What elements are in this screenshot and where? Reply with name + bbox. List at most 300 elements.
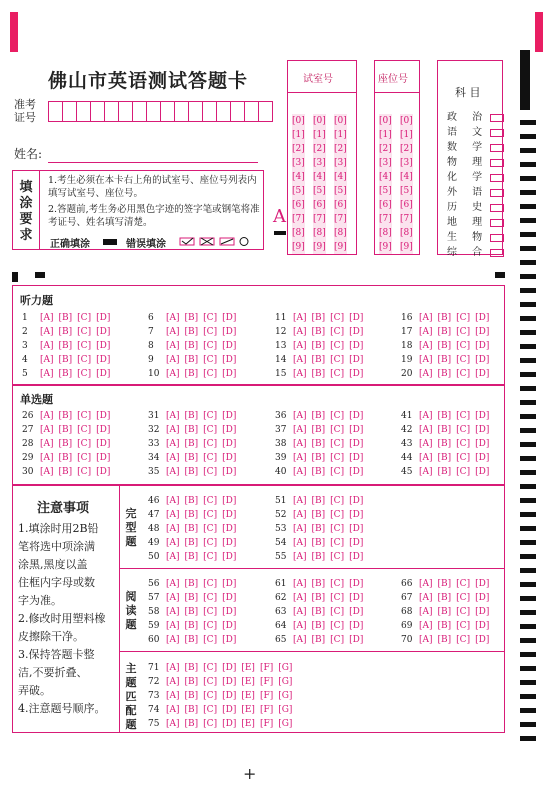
option-bubble[interactable]: [C] — [330, 425, 345, 435]
question-row[interactable] — [275, 550, 368, 564]
question-row[interactable] — [148, 619, 241, 633]
option-bubble[interactable]: [B] — [437, 467, 452, 477]
digit-bubble[interactable]: [2] — [292, 144, 305, 154]
digit-bubble[interactable]: [4] — [313, 172, 326, 182]
digit-bubble[interactable]: [1] — [400, 130, 413, 140]
option-bubble[interactable]: [A] — [40, 313, 54, 323]
option-bubble[interactable]: [B] — [184, 552, 199, 562]
option-bubble[interactable]: [D] — [475, 635, 490, 645]
question-row[interactable] — [275, 311, 368, 325]
option-bubble[interactable]: [D] — [222, 313, 237, 323]
option-bubble[interactable]: [B] — [437, 341, 452, 351]
question-row[interactable] — [22, 339, 115, 353]
option-bubble[interactable]: [B] — [184, 467, 199, 477]
question-row[interactable] — [275, 536, 368, 550]
option-bubble[interactable]: [A] — [40, 411, 54, 421]
digit-bubble[interactable]: [6] — [313, 200, 326, 210]
option-bubble[interactable]: [C] — [203, 579, 218, 589]
option-bubble[interactable]: [B] — [311, 621, 326, 631]
digit-bubble[interactable]: [3] — [400, 158, 413, 168]
question-row[interactable] — [275, 605, 368, 619]
option-bubble[interactable]: [C] — [330, 607, 345, 617]
option-bubble[interactable]: [G] — [278, 677, 293, 687]
option-bubble[interactable]: [D] — [222, 719, 237, 729]
option-bubble[interactable]: [C] — [203, 425, 218, 435]
option-bubble[interactable]: [E] — [241, 719, 255, 729]
option-bubble[interactable]: [D] — [475, 467, 490, 477]
digit-bubble[interactable]: [9] — [313, 242, 326, 252]
option-bubble[interactable]: [C] — [203, 552, 218, 562]
option-bubble[interactable]: [D] — [222, 411, 237, 421]
option-bubble[interactable]: [C] — [330, 635, 345, 645]
subject-item[interactable]: 物 理 — [447, 155, 504, 170]
option-bubble[interactable]: [C] — [456, 621, 471, 631]
option-bubble[interactable]: [C] — [203, 341, 218, 351]
option-bubble[interactable]: [A] — [293, 439, 307, 449]
option-bubble[interactable]: [C] — [77, 453, 92, 463]
option-bubble[interactable]: [A] — [166, 705, 180, 715]
option-bubble[interactable]: [D] — [349, 538, 364, 548]
option-bubble[interactable]: [C] — [330, 411, 345, 421]
option-bubble[interactable]: [D] — [222, 369, 237, 379]
question-row[interactable] — [22, 437, 115, 451]
option-bubble[interactable]: [F] — [259, 691, 274, 701]
option-bubble[interactable]: [B] — [58, 369, 73, 379]
option-bubble[interactable]: [B] — [184, 524, 199, 534]
option-bubble[interactable]: [B] — [311, 327, 326, 337]
question-row[interactable] — [275, 633, 368, 647]
option-bubble[interactable]: [D] — [349, 369, 364, 379]
option-bubble[interactable]: [B] — [437, 425, 452, 435]
room-digit-column-2[interactable] — [313, 114, 326, 254]
question-row[interactable] — [22, 409, 115, 423]
option-bubble[interactable]: [D] — [475, 579, 490, 589]
option-bubble[interactable]: [A] — [166, 453, 180, 463]
option-bubble[interactable]: [A] — [293, 425, 307, 435]
option-bubble[interactable]: [A] — [166, 538, 180, 548]
option-bubble[interactable]: [A] — [419, 425, 433, 435]
question-row[interactable] — [148, 675, 297, 689]
question-row[interactable] — [275, 508, 368, 522]
option-bubble[interactable]: [D] — [475, 607, 490, 617]
option-bubble[interactable]: [D] — [96, 453, 111, 463]
option-bubble[interactable]: [A] — [40, 341, 54, 351]
option-bubble[interactable]: [B] — [311, 341, 326, 351]
option-bubble[interactable]: [A] — [293, 593, 307, 603]
option-bubble[interactable]: [D] — [475, 425, 490, 435]
option-bubble[interactable]: [B] — [184, 691, 199, 701]
option-bubble[interactable]: [B] — [311, 369, 326, 379]
option-bubble[interactable]: [D] — [475, 355, 490, 365]
option-bubble[interactable]: [C] — [203, 369, 218, 379]
option-bubble[interactable]: [B] — [58, 439, 73, 449]
option-bubble[interactable]: [B] — [311, 607, 326, 617]
option-bubble[interactable]: [D] — [475, 341, 490, 351]
digit-bubble[interactable]: [8] — [379, 228, 392, 238]
room-digit-column-1[interactable] — [292, 114, 305, 254]
option-bubble[interactable]: [C] — [77, 327, 92, 337]
digit-bubble[interactable]: [9] — [334, 242, 347, 252]
question-row[interactable] — [401, 423, 494, 437]
option-bubble[interactable]: [B] — [184, 341, 199, 351]
option-bubble[interactable]: [B] — [437, 411, 452, 421]
option-bubble[interactable]: [E] — [241, 663, 255, 673]
digit-bubble[interactable]: [0] — [292, 116, 305, 126]
digit-bubble[interactable]: [1] — [313, 130, 326, 140]
option-bubble[interactable]: [C] — [203, 496, 218, 506]
digit-bubble[interactable]: [3] — [379, 158, 392, 168]
option-bubble[interactable]: [A] — [166, 719, 180, 729]
option-bubble[interactable]: [B] — [58, 411, 73, 421]
option-bubble[interactable]: [D] — [475, 313, 490, 323]
option-bubble[interactable]: [D] — [222, 705, 237, 715]
option-bubble[interactable]: [B] — [311, 439, 326, 449]
option-bubble[interactable]: [D] — [475, 411, 490, 421]
option-bubble[interactable]: [B] — [184, 355, 199, 365]
option-bubble[interactable]: [A] — [40, 439, 54, 449]
option-bubble[interactable]: [B] — [311, 355, 326, 365]
option-bubble[interactable]: [D] — [222, 439, 237, 449]
option-bubble[interactable]: [D] — [222, 425, 237, 435]
digit-bubble[interactable]: [8] — [400, 228, 413, 238]
digit-bubble[interactable]: [0] — [334, 116, 347, 126]
option-bubble[interactable]: [A] — [293, 607, 307, 617]
option-bubble[interactable]: [A] — [419, 313, 433, 323]
option-bubble[interactable]: [A] — [419, 341, 433, 351]
digit-bubble[interactable]: [1] — [292, 130, 305, 140]
option-bubble[interactable]: [B] — [437, 607, 452, 617]
option-bubble[interactable]: [A] — [419, 635, 433, 645]
option-bubble[interactable]: [D] — [349, 579, 364, 589]
option-bubble[interactable]: [A] — [40, 355, 54, 365]
question-row[interactable] — [148, 494, 241, 508]
option-bubble[interactable]: [B] — [311, 510, 326, 520]
option-bubble[interactable]: [D] — [222, 593, 237, 603]
option-bubble[interactable]: [B] — [184, 369, 199, 379]
option-bubble[interactable]: [C] — [203, 719, 218, 729]
option-bubble[interactable]: [D] — [349, 621, 364, 631]
option-bubble[interactable]: [C] — [330, 510, 345, 520]
option-bubble[interactable]: [C] — [330, 552, 345, 562]
option-bubble[interactable]: [C] — [77, 369, 92, 379]
option-bubble[interactable]: [A] — [166, 341, 180, 351]
option-bubble[interactable]: [B] — [311, 593, 326, 603]
question-row[interactable] — [148, 437, 241, 451]
question-row[interactable] — [148, 423, 241, 437]
option-bubble[interactable]: [A] — [419, 579, 433, 589]
option-bubble[interactable]: [A] — [293, 313, 307, 323]
option-bubble[interactable]: [A] — [293, 510, 307, 520]
question-row[interactable] — [401, 619, 494, 633]
option-bubble[interactable]: [D] — [349, 355, 364, 365]
option-bubble[interactable]: [D] — [475, 593, 490, 603]
digit-bubble[interactable]: [2] — [379, 144, 392, 154]
question-row[interactable] — [148, 536, 241, 550]
option-bubble[interactable]: [C] — [456, 467, 471, 477]
option-bubble[interactable]: [B] — [311, 524, 326, 534]
question-row[interactable] — [148, 717, 297, 731]
digit-bubble[interactable]: [5] — [334, 186, 347, 196]
option-bubble[interactable]: [A] — [166, 313, 180, 323]
option-bubble[interactable]: [A] — [293, 355, 307, 365]
question-row[interactable] — [22, 325, 115, 339]
digit-bubble[interactable]: [5] — [313, 186, 326, 196]
option-bubble[interactable]: [D] — [475, 621, 490, 631]
digit-bubble[interactable]: [4] — [334, 172, 347, 182]
option-bubble[interactable]: [C] — [456, 579, 471, 589]
question-row[interactable] — [148, 633, 241, 647]
option-bubble[interactable]: [B] — [184, 496, 199, 506]
option-bubble[interactable]: [B] — [437, 453, 452, 463]
option-bubble[interactable]: [C] — [203, 313, 218, 323]
question-row[interactable] — [275, 339, 368, 353]
digit-bubble[interactable]: [7] — [400, 214, 413, 224]
question-row[interactable] — [275, 522, 368, 536]
digit-bubble[interactable]: [6] — [292, 200, 305, 210]
question-row[interactable] — [148, 409, 241, 423]
option-bubble[interactable]: [E] — [241, 705, 255, 715]
option-bubble[interactable]: [D] — [475, 369, 490, 379]
option-bubble[interactable]: [D] — [222, 621, 237, 631]
option-bubble[interactable]: [C] — [330, 593, 345, 603]
option-bubble[interactable]: [A] — [166, 425, 180, 435]
option-bubble[interactable]: [B] — [311, 552, 326, 562]
option-bubble[interactable]: [A] — [166, 677, 180, 687]
question-row[interactable] — [148, 353, 241, 367]
option-bubble[interactable]: [B] — [437, 635, 452, 645]
digit-bubble[interactable]: [4] — [292, 172, 305, 182]
question-row[interactable] — [148, 605, 241, 619]
option-bubble[interactable]: [A] — [166, 663, 180, 673]
digit-bubble[interactable]: [1] — [379, 130, 392, 140]
option-bubble[interactable]: [B] — [437, 313, 452, 323]
digit-bubble[interactable]: [8] — [334, 228, 347, 238]
question-row[interactable] — [275, 353, 368, 367]
option-bubble[interactable]: [C] — [330, 621, 345, 631]
option-bubble[interactable]: [B] — [311, 538, 326, 548]
option-bubble[interactable]: [G] — [278, 691, 293, 701]
option-bubble[interactable]: [D] — [96, 467, 111, 477]
option-bubble[interactable]: [C] — [456, 411, 471, 421]
seat-digit-column-2[interactable] — [400, 114, 413, 254]
option-bubble[interactable]: [A] — [293, 579, 307, 589]
option-bubble[interactable]: [C] — [77, 411, 92, 421]
option-bubble[interactable]: [A] — [419, 467, 433, 477]
option-bubble[interactable]: [A] — [166, 355, 180, 365]
option-bubble[interactable]: [B] — [184, 719, 199, 729]
option-bubble[interactable]: [A] — [40, 467, 54, 477]
option-bubble[interactable]: [F] — [259, 705, 274, 715]
option-bubble[interactable]: [D] — [96, 411, 111, 421]
option-bubble[interactable]: [D] — [222, 677, 237, 687]
question-row[interactable] — [148, 367, 241, 381]
option-bubble[interactable]: [B] — [437, 579, 452, 589]
option-bubble[interactable]: [A] — [293, 524, 307, 534]
question-row[interactable] — [22, 367, 115, 381]
option-bubble[interactable]: [G] — [278, 705, 293, 715]
question-row[interactable] — [401, 409, 494, 423]
option-bubble[interactable]: [C] — [77, 313, 92, 323]
digit-bubble[interactable]: [1] — [334, 130, 347, 140]
option-bubble[interactable]: [A] — [166, 691, 180, 701]
digit-bubble[interactable]: [9] — [400, 242, 413, 252]
question-row[interactable] — [148, 465, 241, 479]
option-bubble[interactable]: [A] — [166, 510, 180, 520]
option-bubble[interactable]: [A] — [293, 341, 307, 351]
question-row[interactable] — [22, 465, 115, 479]
id-number-cells[interactable] — [48, 101, 272, 122]
option-bubble[interactable]: [G] — [278, 663, 293, 673]
option-bubble[interactable]: [B] — [437, 355, 452, 365]
digit-bubble[interactable]: [7] — [313, 214, 326, 224]
option-bubble[interactable]: [C] — [330, 453, 345, 463]
option-bubble[interactable]: [A] — [293, 327, 307, 337]
option-bubble[interactable]: [A] — [419, 369, 433, 379]
question-row[interactable] — [22, 311, 115, 325]
option-bubble[interactable]: [C] — [330, 538, 345, 548]
option-bubble[interactable]: [D] — [96, 313, 111, 323]
question-row[interactable] — [22, 423, 115, 437]
option-bubble[interactable]: [D] — [349, 524, 364, 534]
option-bubble[interactable]: [D] — [349, 425, 364, 435]
option-bubble[interactable]: [C] — [456, 369, 471, 379]
question-row[interactable] — [275, 577, 368, 591]
option-bubble[interactable]: [C] — [203, 355, 218, 365]
question-row[interactable] — [148, 451, 241, 465]
option-bubble[interactable]: [D] — [96, 439, 111, 449]
digit-bubble[interactable]: [5] — [400, 186, 413, 196]
question-row[interactable] — [401, 465, 494, 479]
subject-item[interactable]: 语 文 — [447, 125, 504, 140]
option-bubble[interactable]: [C] — [330, 579, 345, 589]
option-bubble[interactable]: [C] — [456, 327, 471, 337]
option-bubble[interactable]: [E] — [241, 691, 255, 701]
option-bubble[interactable]: [D] — [222, 327, 237, 337]
option-bubble[interactable]: [C] — [203, 635, 218, 645]
question-row[interactable] — [275, 437, 368, 451]
option-bubble[interactable]: [A] — [166, 621, 180, 631]
digit-bubble[interactable]: [6] — [379, 200, 392, 210]
question-row[interactable] — [148, 577, 241, 591]
question-row[interactable] — [148, 591, 241, 605]
option-bubble[interactable]: [D] — [349, 496, 364, 506]
option-bubble[interactable]: [C] — [203, 705, 218, 715]
option-bubble[interactable]: [C] — [330, 524, 345, 534]
question-row[interactable] — [22, 451, 115, 465]
option-bubble[interactable]: [G] — [278, 719, 293, 729]
question-row[interactable] — [148, 339, 241, 353]
option-bubble[interactable]: [D] — [222, 691, 237, 701]
digit-bubble[interactable]: [5] — [379, 186, 392, 196]
option-bubble[interactable]: [D] — [475, 453, 490, 463]
question-row[interactable] — [148, 522, 241, 536]
option-bubble[interactable]: [B] — [184, 411, 199, 421]
option-bubble[interactable]: [B] — [437, 439, 452, 449]
digit-bubble[interactable]: [4] — [400, 172, 413, 182]
option-bubble[interactable]: [C] — [203, 467, 218, 477]
option-bubble[interactable]: [C] — [330, 341, 345, 351]
digit-bubble[interactable]: [6] — [334, 200, 347, 210]
option-bubble[interactable]: [C] — [330, 327, 345, 337]
digit-bubble[interactable]: [7] — [334, 214, 347, 224]
question-row[interactable] — [275, 465, 368, 479]
option-bubble[interactable]: [D] — [349, 467, 364, 477]
option-bubble[interactable]: [A] — [293, 467, 307, 477]
option-bubble[interactable]: [C] — [456, 607, 471, 617]
seat-digit-column-1[interactable] — [379, 114, 392, 254]
option-bubble[interactable]: [C] — [456, 355, 471, 365]
option-bubble[interactable]: [A] — [419, 411, 433, 421]
option-bubble[interactable]: [D] — [96, 425, 111, 435]
option-bubble[interactable]: [D] — [222, 467, 237, 477]
question-row[interactable] — [401, 633, 494, 647]
option-bubble[interactable]: [B] — [311, 467, 326, 477]
digit-bubble[interactable]: [3] — [292, 158, 305, 168]
option-bubble[interactable]: [C] — [203, 677, 218, 687]
option-bubble[interactable]: [C] — [77, 467, 92, 477]
option-bubble[interactable]: [D] — [349, 510, 364, 520]
question-row[interactable] — [148, 550, 241, 564]
option-bubble[interactable]: [B] — [437, 327, 452, 337]
option-bubble[interactable]: [A] — [166, 552, 180, 562]
option-bubble[interactable]: [B] — [311, 411, 326, 421]
option-bubble[interactable]: [C] — [203, 453, 218, 463]
question-row[interactable] — [148, 661, 297, 675]
option-bubble[interactable]: [C] — [330, 355, 345, 365]
question-row[interactable] — [275, 591, 368, 605]
option-bubble[interactable]: [B] — [184, 425, 199, 435]
option-bubble[interactable]: [B] — [437, 621, 452, 631]
option-bubble[interactable]: [B] — [58, 341, 73, 351]
digit-bubble[interactable]: [0] — [313, 116, 326, 126]
subject-item[interactable]: 历 史 — [447, 200, 504, 215]
question-row[interactable] — [275, 619, 368, 633]
option-bubble[interactable]: [C] — [330, 496, 345, 506]
option-bubble[interactable]: [C] — [77, 425, 92, 435]
digit-bubble[interactable]: [0] — [400, 116, 413, 126]
option-bubble[interactable]: [A] — [419, 327, 433, 337]
subject-item[interactable]: 综 合 — [447, 245, 504, 260]
option-bubble[interactable]: [C] — [330, 467, 345, 477]
option-bubble[interactable]: [C] — [203, 621, 218, 631]
option-bubble[interactable]: [C] — [203, 411, 218, 421]
option-bubble[interactable]: [C] — [456, 439, 471, 449]
option-bubble[interactable]: [C] — [203, 439, 218, 449]
option-bubble[interactable]: [F] — [259, 663, 274, 673]
option-bubble[interactable]: [B] — [58, 453, 73, 463]
option-bubble[interactable]: [C] — [456, 593, 471, 603]
option-bubble[interactable]: [D] — [96, 355, 111, 365]
option-bubble[interactable]: [A] — [419, 593, 433, 603]
option-bubble[interactable]: [D] — [349, 453, 364, 463]
option-bubble[interactable]: [A] — [166, 607, 180, 617]
digit-bubble[interactable]: [6] — [400, 200, 413, 210]
option-bubble[interactable]: [A] — [419, 439, 433, 449]
digit-bubble[interactable]: [7] — [379, 214, 392, 224]
option-bubble[interactable]: [F] — [259, 677, 274, 687]
question-row[interactable] — [401, 311, 494, 325]
option-bubble[interactable]: [A] — [293, 538, 307, 548]
digit-bubble[interactable]: [8] — [313, 228, 326, 238]
option-bubble[interactable]: [D] — [222, 524, 237, 534]
digit-bubble[interactable]: [8] — [292, 228, 305, 238]
room-digit-column-3[interactable] — [334, 114, 347, 254]
question-row[interactable] — [22, 353, 115, 367]
option-bubble[interactable]: [A] — [166, 524, 180, 534]
option-bubble[interactable]: [D] — [475, 327, 490, 337]
option-bubble[interactable]: [A] — [166, 593, 180, 603]
option-bubble[interactable]: [A] — [293, 496, 307, 506]
